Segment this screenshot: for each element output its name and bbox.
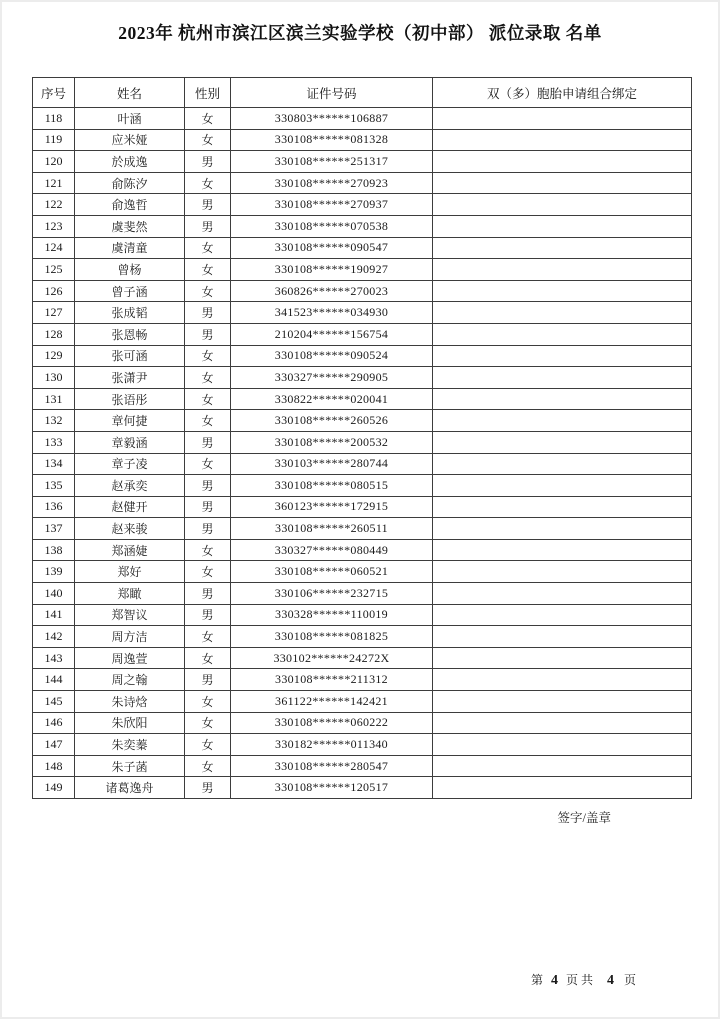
table-row	[33, 388, 692, 410]
table-row	[33, 345, 692, 367]
footer-total-pages: 4	[606, 973, 614, 988]
cell-no: 125	[33, 259, 75, 281]
column-header-binding: 双（多）胞胎申请组合绑定	[433, 78, 692, 108]
cell-id: 330102******24272X	[231, 647, 433, 669]
cell-binding	[433, 345, 692, 367]
cell-id: 210204******156754	[231, 323, 433, 345]
cell-name: 郑瞰	[75, 583, 185, 605]
table-row	[33, 280, 692, 302]
footer-current-page: 4	[550, 973, 558, 988]
cell-id: 330108******081825	[231, 626, 433, 648]
cell-gender: 女	[185, 561, 231, 583]
cell-id: 330108******120517	[231, 777, 433, 799]
cell-no: 122	[33, 194, 75, 216]
cell-no: 139	[33, 561, 75, 583]
table-row	[33, 151, 692, 173]
cell-gender: 女	[185, 259, 231, 281]
table-row	[33, 604, 692, 626]
cell-gender: 女	[185, 280, 231, 302]
cell-binding	[433, 626, 692, 648]
table-row	[33, 583, 692, 605]
cell-no: 127	[33, 302, 75, 324]
cell-gender: 男	[185, 496, 231, 518]
column-header-no: 序号	[33, 78, 75, 108]
cell-binding	[433, 734, 692, 756]
cell-binding	[433, 215, 692, 237]
cell-name: 章毅涵	[75, 431, 185, 453]
cell-binding	[433, 691, 692, 713]
cell-id: 360826******270023	[231, 280, 433, 302]
cell-gender: 男	[185, 669, 231, 691]
signature-label: 签字/盖章	[557, 811, 611, 825]
admission-table	[32, 77, 692, 799]
cell-no: 146	[33, 712, 75, 734]
cell-id: 330108******251317	[231, 151, 433, 173]
table-row	[33, 496, 692, 518]
cell-name: 叶涵	[75, 108, 185, 130]
cell-no: 138	[33, 539, 75, 561]
cell-no: 118	[33, 108, 75, 130]
table-row	[33, 475, 692, 497]
cell-name: 虞斐然	[75, 215, 185, 237]
cell-name: 赵来骏	[75, 518, 185, 540]
cell-binding	[433, 367, 692, 389]
cell-no: 137	[33, 518, 75, 540]
footer-prefix: 第	[530, 973, 543, 987]
table-row	[33, 518, 692, 540]
cell-gender: 女	[185, 129, 231, 151]
cell-id: 330182******011340	[231, 734, 433, 756]
cell-gender: 女	[185, 367, 231, 389]
cell-binding	[433, 172, 692, 194]
column-header-id: 证件号码	[231, 78, 433, 108]
cell-binding	[433, 604, 692, 626]
cell-id: 330108******270923	[231, 172, 433, 194]
cell-no: 135	[33, 475, 75, 497]
table-row	[33, 367, 692, 389]
footer-suffix: 页	[623, 973, 636, 987]
cell-name: 张潇尹	[75, 367, 185, 389]
cell-no: 143	[33, 647, 75, 669]
table-row	[33, 712, 692, 734]
cell-no: 141	[33, 604, 75, 626]
table-row	[33, 734, 692, 756]
cell-binding	[433, 539, 692, 561]
cell-name: 曾杨	[75, 259, 185, 281]
cell-binding	[433, 323, 692, 345]
table-header-row	[33, 78, 692, 108]
cell-gender: 男	[185, 194, 231, 216]
cell-name: 周逸萱	[75, 647, 185, 669]
table-row	[33, 755, 692, 777]
footer-middle: 页 共	[565, 973, 593, 987]
cell-binding	[433, 388, 692, 410]
cell-binding	[433, 475, 692, 497]
table-row	[33, 323, 692, 345]
cell-id: 330108******260526	[231, 410, 433, 432]
cell-gender: 女	[185, 755, 231, 777]
cell-id: 330108******270937	[231, 194, 433, 216]
cell-name: 郑好	[75, 561, 185, 583]
cell-gender: 女	[185, 626, 231, 648]
cell-gender: 男	[185, 583, 231, 605]
cell-no: 131	[33, 388, 75, 410]
cell-id: 360123******172915	[231, 496, 433, 518]
cell-binding	[433, 410, 692, 432]
cell-gender: 女	[185, 388, 231, 410]
cell-binding	[433, 280, 692, 302]
cell-id: 330103******280744	[231, 453, 433, 475]
column-header-gender: 性别	[185, 78, 231, 108]
cell-id: 330106******232715	[231, 583, 433, 605]
cell-no: 149	[33, 777, 75, 799]
column-header-name: 姓名	[75, 78, 185, 108]
cell-no: 134	[33, 453, 75, 475]
table-body	[33, 108, 692, 799]
cell-no: 128	[33, 323, 75, 345]
cell-no: 132	[33, 410, 75, 432]
cell-name: 章何捷	[75, 410, 185, 432]
cell-id: 330108******090524	[231, 345, 433, 367]
table-row	[33, 302, 692, 324]
cell-binding	[433, 755, 692, 777]
cell-binding	[433, 431, 692, 453]
cell-name: 诸葛逸舟	[75, 777, 185, 799]
cell-id: 330327******080449	[231, 539, 433, 561]
cell-name: 赵健开	[75, 496, 185, 518]
page-title: 2023年 杭州市滨江区滨兰实验学校（初中部） 派位录取 名单	[118, 23, 602, 43]
cell-binding	[433, 237, 692, 259]
cell-no: 145	[33, 691, 75, 713]
table-row	[33, 539, 692, 561]
cell-binding	[433, 129, 692, 151]
table-row	[33, 129, 692, 151]
cell-id: 361122******142421	[231, 691, 433, 713]
cell-no: 123	[33, 215, 75, 237]
cell-gender: 男	[185, 777, 231, 799]
cell-name: 张成韬	[75, 302, 185, 324]
cell-name: 赵承奕	[75, 475, 185, 497]
cell-binding	[433, 302, 692, 324]
cell-binding	[433, 669, 692, 691]
cell-id: 330108******260511	[231, 518, 433, 540]
cell-name: 郑涵婕	[75, 539, 185, 561]
cell-id: 330108******080515	[231, 475, 433, 497]
cell-name: 朱欣阳	[75, 712, 185, 734]
cell-name: 郑智议	[75, 604, 185, 626]
cell-id: 330328******110019	[231, 604, 433, 626]
cell-id: 330108******200532	[231, 431, 433, 453]
cell-name: 虞清童	[75, 237, 185, 259]
cell-name: 俞陈汐	[75, 172, 185, 194]
cell-gender: 男	[185, 604, 231, 626]
cell-id: 330108******280547	[231, 755, 433, 777]
cell-no: 140	[33, 583, 75, 605]
cell-gender: 女	[185, 539, 231, 561]
cell-name: 应米娅	[75, 129, 185, 151]
cell-no: 119	[33, 129, 75, 151]
table-row	[33, 691, 692, 713]
cell-gender: 女	[185, 712, 231, 734]
cell-gender: 女	[185, 734, 231, 756]
cell-binding	[433, 777, 692, 799]
cell-no: 120	[33, 151, 75, 173]
cell-binding	[433, 647, 692, 669]
cell-id: 330108******060222	[231, 712, 433, 734]
cell-name: 周方洁	[75, 626, 185, 648]
cell-no: 142	[33, 626, 75, 648]
table-row	[33, 777, 692, 799]
table-row	[33, 215, 692, 237]
cell-no: 136	[33, 496, 75, 518]
cell-gender: 女	[185, 237, 231, 259]
cell-name: 周之翰	[75, 669, 185, 691]
table-row	[33, 194, 692, 216]
cell-gender: 女	[185, 647, 231, 669]
table-row	[33, 626, 692, 648]
table-row	[33, 108, 692, 130]
table-row	[33, 647, 692, 669]
cell-gender: 男	[185, 323, 231, 345]
cell-name: 张恩畅	[75, 323, 185, 345]
cell-no: 130	[33, 367, 75, 389]
cell-name: 俞逸哲	[75, 194, 185, 216]
cell-id: 330108******211312	[231, 669, 433, 691]
cell-no: 144	[33, 669, 75, 691]
cell-id: 330108******190927	[231, 259, 433, 281]
cell-gender: 女	[185, 172, 231, 194]
cell-binding	[433, 712, 692, 734]
cell-name: 张可涵	[75, 345, 185, 367]
cell-id: 330108******070538	[231, 215, 433, 237]
cell-no: 121	[33, 172, 75, 194]
cell-gender: 女	[185, 691, 231, 713]
cell-id: 330822******020041	[231, 388, 433, 410]
cell-gender: 男	[185, 518, 231, 540]
cell-no: 124	[33, 237, 75, 259]
cell-gender: 女	[185, 345, 231, 367]
cell-name: 张语彤	[75, 388, 185, 410]
cell-id: 330108******081328	[231, 129, 433, 151]
cell-no: 126	[33, 280, 75, 302]
cell-gender: 男	[185, 215, 231, 237]
cell-binding	[433, 151, 692, 173]
cell-name: 朱子菡	[75, 755, 185, 777]
cell-gender: 男	[185, 431, 231, 453]
cell-no: 129	[33, 345, 75, 367]
cell-id: 330803******106887	[231, 108, 433, 130]
cell-binding	[433, 259, 692, 281]
cell-binding	[433, 518, 692, 540]
table-row	[33, 172, 692, 194]
cell-gender: 男	[185, 475, 231, 497]
cell-gender: 女	[185, 453, 231, 475]
cell-id: 341523******034930	[231, 302, 433, 324]
cell-gender: 男	[185, 302, 231, 324]
cell-name: 朱诗焓	[75, 691, 185, 713]
cell-gender: 男	[185, 151, 231, 173]
cell-name: 朱奕蓁	[75, 734, 185, 756]
cell-name: 章子凌	[75, 453, 185, 475]
page-footer	[531, 971, 636, 989]
cell-gender: 女	[185, 410, 231, 432]
table-row	[33, 669, 692, 691]
cell-binding	[433, 108, 692, 130]
cell-name: 於成逸	[75, 151, 185, 173]
cell-binding	[433, 561, 692, 583]
cell-id: 330108******060521	[231, 561, 433, 583]
cell-binding	[433, 453, 692, 475]
cell-binding	[433, 496, 692, 518]
cell-no: 147	[33, 734, 75, 756]
cell-binding	[433, 583, 692, 605]
table-row	[33, 453, 692, 475]
cell-name: 曾子涵	[75, 280, 185, 302]
table-row	[33, 410, 692, 432]
cell-binding	[433, 194, 692, 216]
table-row	[33, 431, 692, 453]
cell-id: 330108******090547	[231, 237, 433, 259]
cell-id: 330327******290905	[231, 367, 433, 389]
table-row	[33, 561, 692, 583]
table-header	[33, 78, 692, 108]
cell-no: 133	[33, 431, 75, 453]
cell-no: 148	[33, 755, 75, 777]
table-row	[33, 237, 692, 259]
cell-gender: 女	[185, 108, 231, 130]
table-row	[33, 259, 692, 281]
